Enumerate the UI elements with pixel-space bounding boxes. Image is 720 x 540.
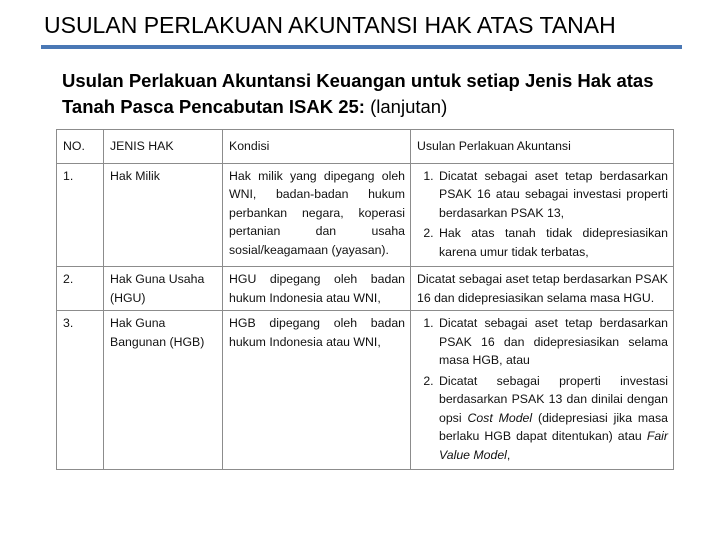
table-row [57, 267, 674, 311]
subtitle [62, 68, 682, 120]
title-underline [41, 45, 682, 49]
fair-value-model-term: Fair Value Model [439, 429, 668, 462]
table-header-row [57, 130, 674, 164]
cell-no: 2. [57, 267, 104, 311]
cost-model-term: Cost Model [467, 410, 533, 425]
cell-kondisi: HGU dipegang oleh badan hukum Indonesia atau WNI, [223, 267, 411, 311]
cell-jenis: Hak Guna Bangunan (HGB) [104, 311, 223, 470]
cell-usulan: Dicatat sebagai aset tetap berdasarkan PSAK 16 dan didepresiasikan selama masa HGU. [411, 267, 674, 311]
table-row [57, 311, 674, 470]
usulan-item: 1. Dicatat sebagai aset tetap berdasarkan PSAK 16 atau sebagai investasi properti berdasarkan PSAK 13, [437, 167, 668, 223]
cell-no: 1. [57, 163, 104, 267]
cell-kondisi: Hak milik yang dipegang oleh WNI, badan-badan hukum perbankan negara, koperasi pertanian dan usaha sosial/keagamaan (yayasan). [223, 163, 411, 267]
header-no: NO. [57, 130, 104, 164]
treatment-table [56, 129, 674, 470]
subtitle-continued: (lanjutan) [370, 96, 448, 117]
header-kondisi: Kondisi [223, 130, 411, 164]
usulan-text: Dicatat sebagai properti investasi berdasarkan PSAK 13 dan dinilai dengan opsi [439, 373, 668, 425]
cell-usulan [411, 163, 674, 267]
cell-kondisi: HGB dipegang oleh badan hukum Indonesia atau WNI, [223, 311, 411, 470]
usulan-item [437, 372, 668, 465]
cell-jenis: Hak Milik [104, 163, 223, 267]
subtitle-bold: Usulan Perlakuan Akuntansi Keuangan untuk setiap Jenis Hak atas Tanah Pasca Pencabutan ISAK 25: [62, 70, 654, 117]
usulan-text: , [506, 447, 511, 462]
usulan-item: 1. Dicatat sebagai aset tetap berdasarkan PSAK 16 dan didepresiasikan selama masa HGB, atau [437, 314, 668, 370]
cell-no: 3. [57, 311, 104, 470]
usulan-list [417, 167, 668, 262]
header-usulan: Usulan Perlakuan Akuntansi [411, 130, 674, 164]
usulan-list [417, 314, 668, 464]
header-jenis-hak: JENIS HAK [104, 130, 223, 164]
slide-title: USULAN PERLAKUAN AKUNTANSI HAK ATAS TANAH [44, 12, 616, 38]
cell-jenis: Hak Guna Usaha (HGU) [104, 267, 223, 311]
table-row [57, 163, 674, 267]
cell-usulan [411, 311, 674, 470]
usulan-item: 2. Hak atas tanah tidak didepresiasikan karena umur tidak terbatas, [437, 224, 668, 261]
usulan-text: (didepresiasi jika masa berlaku HGB dapat ditentukan) atau [439, 410, 668, 443]
